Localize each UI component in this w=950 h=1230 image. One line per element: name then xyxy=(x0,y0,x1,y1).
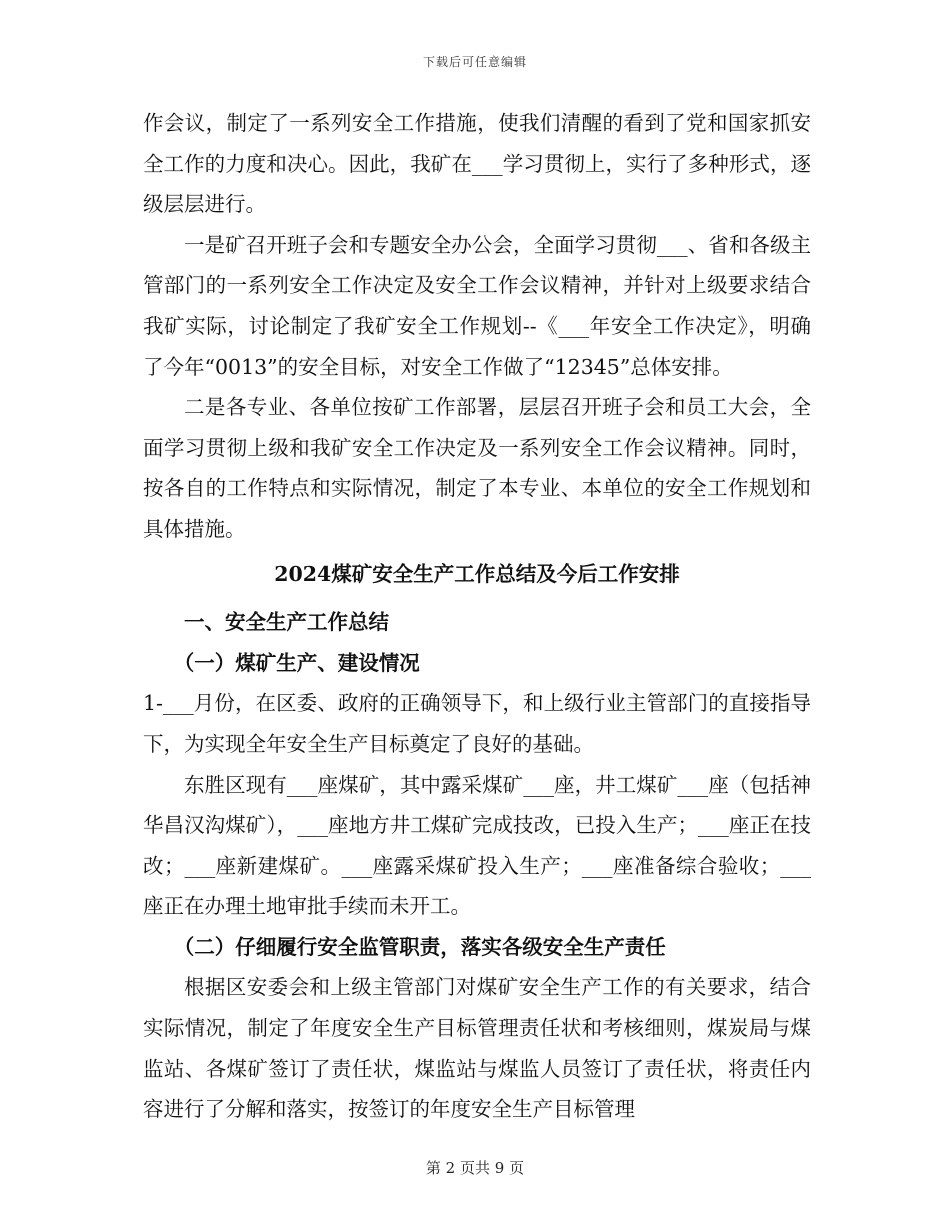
page-header: 下载后可任意编辑 xyxy=(422,55,527,69)
paragraph-item-one: 一是矿召开班子会和专题安全办公会，全面学习贯彻___、省和各级主管部门的一系列安全工作决定及安全工作会议精神，并针对上级要求结合我矿实际，讨论制定了我矿安全工作规划--《___年安全工作决定》，明确了今年“0013”的安全目标，对安全工作做了“12345”总体安排。 xyxy=(143,232,811,379)
paragraph-production: 1-___月份，在区委、政府的正确领导下，和上级行业主管部门的直接指导下，为实现全年安全生产目标奠定了良好的基础。 xyxy=(143,691,811,756)
document-title: 2024煤矿安全生产工作总结及今后工作安排 xyxy=(274,561,680,586)
paragraph-item-two: 二是各专业、各单位按矿工作部署，层层召开班子会和员工大会，全面学习贯彻上级和我矿安全工作决定及一系列安全工作会议精神。同时，按各自的工作特点和实际情况，制定了本专业、本单位的安全工作规划和具体措施。 xyxy=(143,395,811,541)
page-number-footer: 第 2 页共 9 页 xyxy=(425,1159,525,1177)
paragraph-responsibility: 根据区安委会和上级主管部门对煤矿安全生产工作的有关要求，结合实际情况，制定了年度安全生产目标管理责任状和考核细则，煤炭局与煤监站、各煤矿签订了责任状，煤监站与煤监人员签订了责任状，将责任内容进行了分解和落实，按签订的年度安全生产目标管理 xyxy=(143,975,811,1122)
document-body xyxy=(143,103,811,1130)
paragraph-continuation: 作会议，制定了一系列安全工作措施，使我们清醒的看到了党和国家抓安全工作的力度和决心。因此，我矿在___学习贯彻上，实行了多种形式，逐级层层进行。 xyxy=(143,111,811,217)
subsection-heading-2: （二）仔细履行安全监管职责，落实各级安全生产责任 xyxy=(173,934,666,959)
section-heading-1: 一、安全生产工作总结 xyxy=(184,610,389,635)
subsection-heading-1: （一）煤矿生产、建设情况 xyxy=(173,650,420,675)
paragraph-mines: 东胜区现有___座煤矿，其中露采煤矿___座，井工煤矿___座（包括神华昌汉沟煤矿），___座地方井工煤矿完成技改，已投入生产；___座正在技改；___座新建煤矿。___座露采煤矿投入生产；___座准备综合验收；___座正在办理土地审批手续而未开工。 xyxy=(143,772,811,919)
